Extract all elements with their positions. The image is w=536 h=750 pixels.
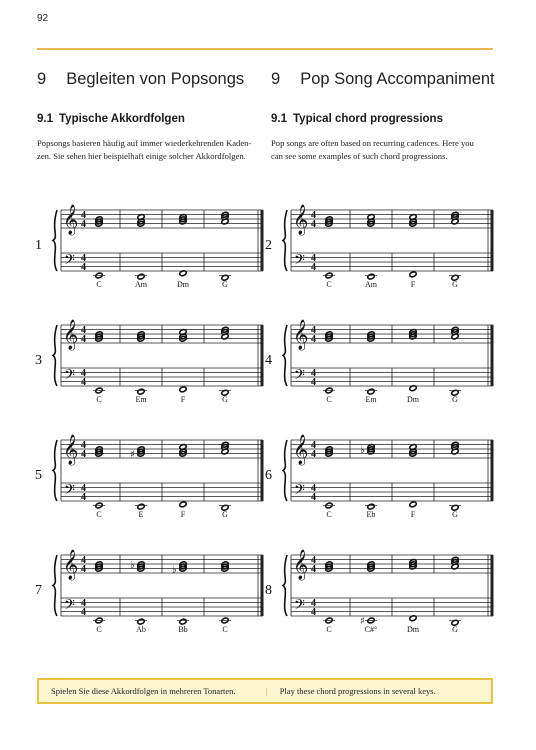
time-signature-top: 4 (81, 210, 86, 221)
chord-label: C (96, 280, 102, 289)
chord-label: G (452, 395, 458, 404)
chord-label: C (326, 510, 332, 519)
chord-label: C (326, 625, 332, 634)
whole-note (179, 618, 187, 625)
chord-label: G (452, 510, 458, 519)
treble-clef-icon: 𝄞 (63, 320, 79, 350)
brace (53, 210, 57, 271)
intro-line: Pop songs are often based on recurring cadences. Here you (271, 138, 474, 148)
flat-icon: ♭ (172, 564, 177, 576)
chapter-number: 9 (37, 70, 47, 88)
time-signature-bottom: 4 (81, 564, 86, 575)
grand-staff (37, 315, 265, 403)
chord-label: G (452, 280, 458, 289)
brace (283, 440, 287, 501)
time-signature-bottom: 4 (81, 334, 86, 345)
whole-note (367, 503, 375, 510)
chord-label: C (96, 510, 102, 519)
time-signature-top: 4 (81, 483, 86, 494)
time-signature-top: 4 (311, 555, 316, 566)
grand-staff (37, 200, 265, 288)
section-title: Typische Akkordfolgen (59, 113, 185, 125)
treble-clef-icon: 𝄞 (293, 550, 309, 580)
example-number: 7 (35, 583, 42, 598)
time-signature-top: 4 (311, 483, 316, 494)
footer-text-english: Play these chord progressions in several keys. (279, 686, 436, 696)
chord-label: Am (365, 280, 377, 289)
chord-label: F (410, 510, 416, 519)
example-1 (37, 200, 265, 288)
section-number: 9.1 (37, 113, 53, 125)
whole-note (367, 388, 375, 395)
treble-clef-icon: 𝄞 (293, 205, 309, 235)
footer-text-german: Spielen Sie diese Akkordfolgen in mehreren Tonarten. (51, 686, 236, 696)
time-signature-bottom: 4 (81, 377, 86, 388)
time-signature-top: 4 (311, 598, 316, 609)
footer-box (37, 678, 493, 704)
example-number: 5 (35, 468, 42, 483)
chord-label: E (138, 510, 144, 519)
example-8 (267, 545, 495, 633)
chord-label: Dm (407, 625, 419, 634)
bass-clef-icon: 𝄢 (64, 482, 75, 502)
example-number: 4 (265, 353, 272, 368)
chord-label: C (326, 395, 332, 404)
chord-label: Eb (366, 510, 376, 519)
brace (283, 210, 287, 271)
grand-staff (37, 430, 265, 518)
bass-clef-icon: 𝄢 (64, 252, 75, 272)
time-signature-bottom: 4 (81, 219, 86, 230)
example-number: 6 (265, 468, 272, 483)
brace (283, 555, 287, 616)
intro-text-english (271, 137, 499, 163)
time-signature-bottom: 4 (311, 262, 316, 273)
bass-clef-icon: 𝄢 (294, 597, 305, 617)
brace (53, 440, 57, 501)
treble-clef-icon: 𝄞 (63, 550, 79, 580)
whole-note (409, 501, 417, 508)
section-heading-english (271, 113, 499, 125)
example-2 (267, 200, 495, 288)
treble-clef-icon: 𝄞 (63, 435, 79, 465)
chord-label: C (222, 625, 228, 634)
time-signature-top: 4 (81, 598, 86, 609)
chapter-heading-english (271, 70, 499, 89)
time-signature-bottom: 4 (311, 334, 316, 345)
time-signature-bottom: 4 (311, 219, 316, 230)
brace (53, 555, 57, 616)
bass-clef-icon: 𝄢 (294, 482, 305, 502)
example-5 (37, 430, 265, 518)
time-signature-top: 4 (311, 210, 316, 221)
chord-label: G (222, 510, 228, 519)
time-signature-top: 4 (311, 253, 316, 264)
grand-staff (267, 430, 495, 518)
flat-icon: ♭ (130, 559, 135, 571)
german-column (37, 70, 265, 163)
grand-staff (267, 200, 495, 288)
time-signature-top: 4 (81, 555, 86, 566)
whole-note (137, 388, 145, 395)
section-number: 9.1 (271, 113, 287, 125)
chord-label: C (96, 395, 102, 404)
whole-note (409, 271, 417, 278)
time-signature-top: 4 (81, 325, 86, 336)
intro-text-german (37, 137, 265, 163)
whole-note (137, 503, 145, 510)
section-heading-german (37, 113, 265, 125)
intro-line: can see some examples of such chord progressions. (271, 151, 448, 161)
chord-label: C (96, 625, 102, 634)
sharp-icon: ♯ (360, 616, 365, 627)
time-signature-bottom: 4 (311, 377, 316, 388)
sharp-icon: ♯ (130, 449, 135, 461)
example-number: 2 (265, 238, 272, 253)
example-4 (267, 315, 495, 403)
chord-label: G (452, 625, 458, 634)
chapter-title: Pop Song Accompaniment (300, 70, 495, 88)
time-signature-bottom: 4 (311, 449, 316, 460)
intro-line: zen. Sie sehen hier beispielhaft einige solcher Akkordfolgen. (37, 151, 246, 161)
brace (283, 325, 287, 386)
time-signature-top: 4 (311, 440, 316, 451)
brace (53, 325, 57, 386)
example-number: 1 (35, 238, 42, 253)
whole-note (367, 273, 375, 280)
chord-label: F (180, 510, 186, 519)
time-signature-top: 4 (81, 253, 86, 264)
chord-label: G (222, 280, 228, 289)
english-column (271, 70, 499, 163)
chapter-title: Begleiten von Popsongs (66, 70, 245, 88)
time-signature-top: 4 (311, 368, 316, 379)
chord-label: Dm (177, 280, 189, 289)
time-signature-bottom: 4 (311, 607, 316, 618)
grand-staff (267, 315, 495, 403)
example-number: 3 (35, 353, 42, 368)
time-signature-top: 4 (81, 440, 86, 451)
chord-label: Bb (178, 625, 188, 634)
grand-staff (267, 545, 495, 633)
treble-clef-icon: 𝄞 (63, 205, 79, 235)
time-signature-bottom: 4 (81, 262, 86, 273)
treble-clef-icon: 𝄞 (293, 435, 309, 465)
bass-clef-icon: 𝄢 (64, 597, 75, 617)
chord-label: F (180, 395, 186, 404)
treble-clef-icon: 𝄞 (293, 320, 309, 350)
whole-note (137, 273, 145, 280)
time-signature-top: 4 (81, 368, 86, 379)
chord-label: Dm (407, 395, 419, 404)
chord-label: F (410, 280, 416, 289)
time-signature-bottom: 4 (81, 607, 86, 618)
time-signature-bottom: 4 (81, 449, 86, 460)
grand-staff (37, 545, 265, 633)
chord-label: C (326, 280, 332, 289)
chord-label: G (222, 395, 228, 404)
section-title: Typical chord progressions (293, 113, 443, 125)
time-signature-bottom: 4 (311, 492, 316, 503)
example-6 (267, 430, 495, 518)
whole-note (179, 501, 187, 508)
chord-label: Ab (136, 625, 146, 634)
time-signature-bottom: 4 (311, 564, 316, 575)
bass-clef-icon: 𝄢 (294, 367, 305, 387)
example-7 (37, 545, 265, 633)
footer-separator: | (266, 686, 268, 696)
page-number: 92 (37, 13, 49, 24)
flat-icon: ♭ (360, 444, 365, 456)
time-signature-top: 4 (311, 325, 316, 336)
chapter-heading-german (37, 70, 265, 89)
header-rule (37, 48, 493, 50)
chord-label: Am (135, 280, 147, 289)
whole-note (179, 386, 187, 393)
example-number: 8 (265, 583, 272, 598)
chapter-number: 9 (271, 70, 281, 88)
bass-clef-icon: 𝄢 (294, 252, 305, 272)
example-3 (37, 315, 265, 403)
whole-note (137, 618, 145, 625)
bass-clef-icon: 𝄢 (64, 367, 75, 387)
time-signature-bottom: 4 (81, 492, 86, 503)
chord-label: C#° (364, 625, 378, 634)
intro-line: Popsongs basieren häufig auf immer wiederkehrenden Kaden- (37, 138, 252, 148)
chord-label: Em (135, 395, 147, 404)
chord-label: Em (365, 395, 377, 404)
